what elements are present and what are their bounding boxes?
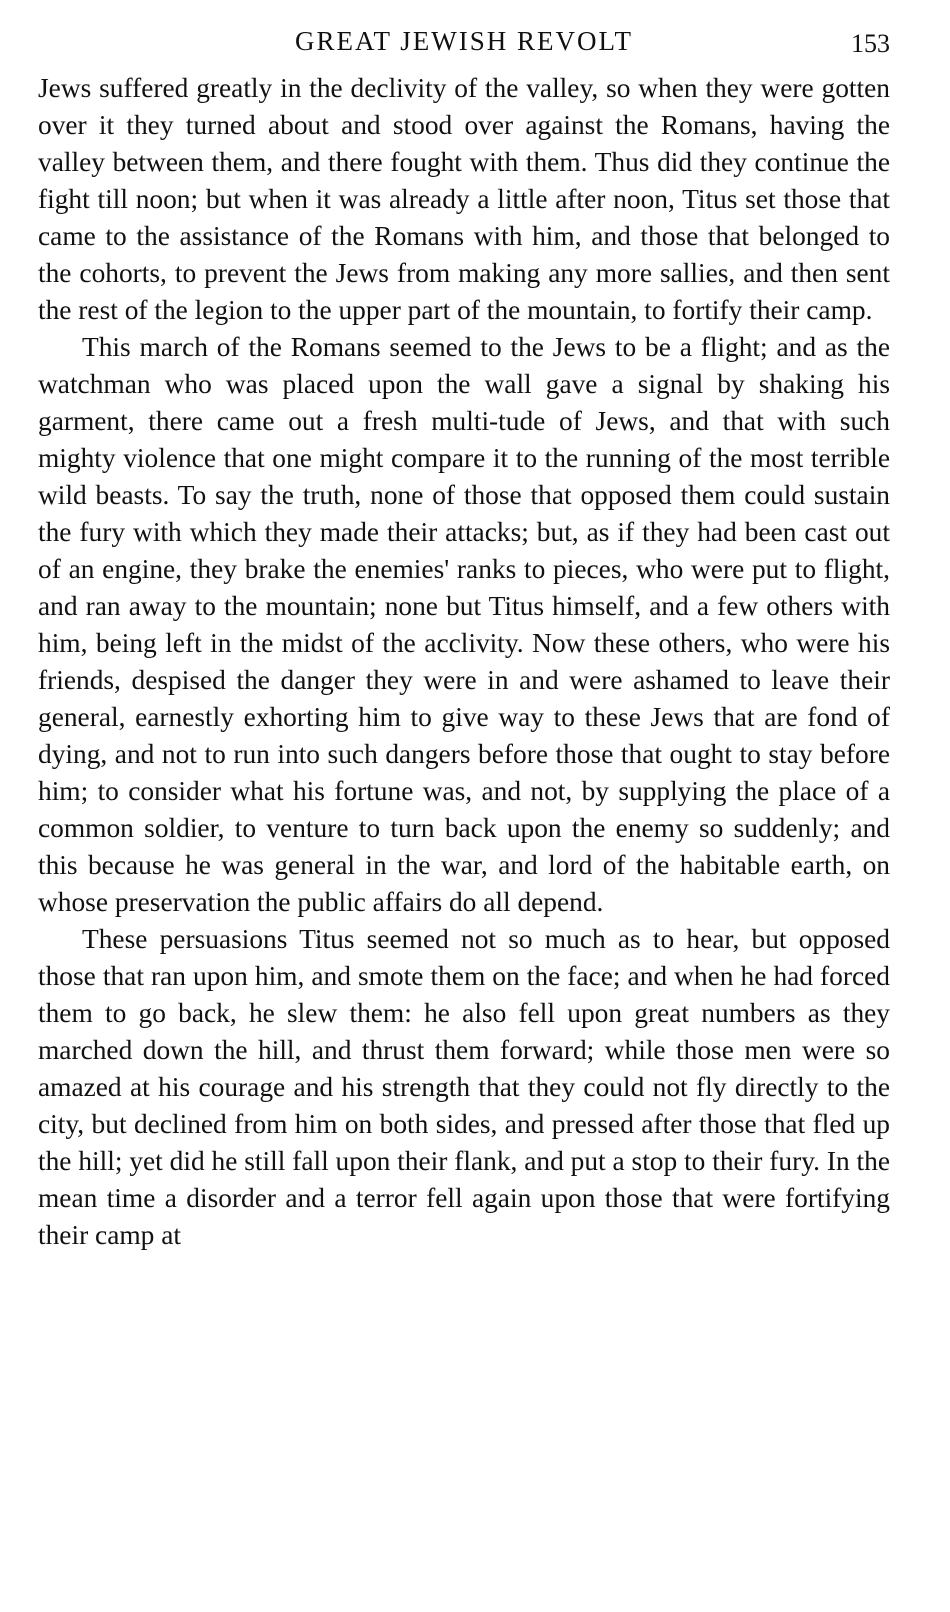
- paragraph-roman-march: This march of the Romans seemed to the Jews to be a flight; and as the watchman who was placed upon the wall gave a signal by shaking his garment, there came out a fresh multi-tude of Jews, and that with such mighty violence that one might compare it to the running of the most terrible wild beasts. To say the truth, none of those that opposed them could sustain the fury with which they made their attacks; but, as if they had been cast out of an engine, they brake the enemies' ranks to pieces, who were put to flight, and ran away to the mountain; none but Titus himself, and a few others with him, being left in the midst of the acclivity. Now these others, who were his friends, despised the danger they were in and were ashamed to leave their general, earnestly exhorting him to give way to these Jews that are fond of dying, and not to run into such dangers before those that ought to stay before him; to consider what his fortune was, and not, by supplying the place of a common soldier, to venture to turn back upon the enemy so suddenly; and this because he was general in the war, and lord of the habitable earth, on whose preservation the public affairs do all depend.: [38, 332, 890, 917]
- paragraph-continuation: Jews suffered greatly in the declivity of the valley, so when they were gotten over it they turned about and stood over against the Romans, having the valley between them, and there fought with them. Thus did they continue the fight till noon; but when it was already a little after noon, Titus set those that came to the assistance of the Romans with him, and those that belonged to the cohorts, to prevent the Jews from making any more sallies, and then sent the rest of the legion to the upper part of the mountain, to fortify their camp.: [38, 73, 890, 325]
- paragraph-titus-persuasions: These persuasions Titus seemed not so much as to hear, but opposed those that ran upon him, and smote them on the face; and when he had forced them to go back, he slew them: he also fell upon great numbers as they marched down the hill, and thrust them forward; while those men were so amazed at his courage and his strength that they could not fly directly to the city, but declined from him on both sides, and pressed after those that fled up the hill; yet did he still fall upon their flank, and put a stop to their fury. In the mean time a disorder and a terror fell again upon those that were fortifying their camp at: [38, 924, 890, 1250]
- book-page: [38, 20, 890, 1254]
- running-head: [38, 20, 890, 66]
- running-title: GREAT JEWISH REVOLT: [294, 26, 633, 56]
- body-text: [38, 70, 890, 1254]
- page-number: 153: [851, 29, 890, 58]
